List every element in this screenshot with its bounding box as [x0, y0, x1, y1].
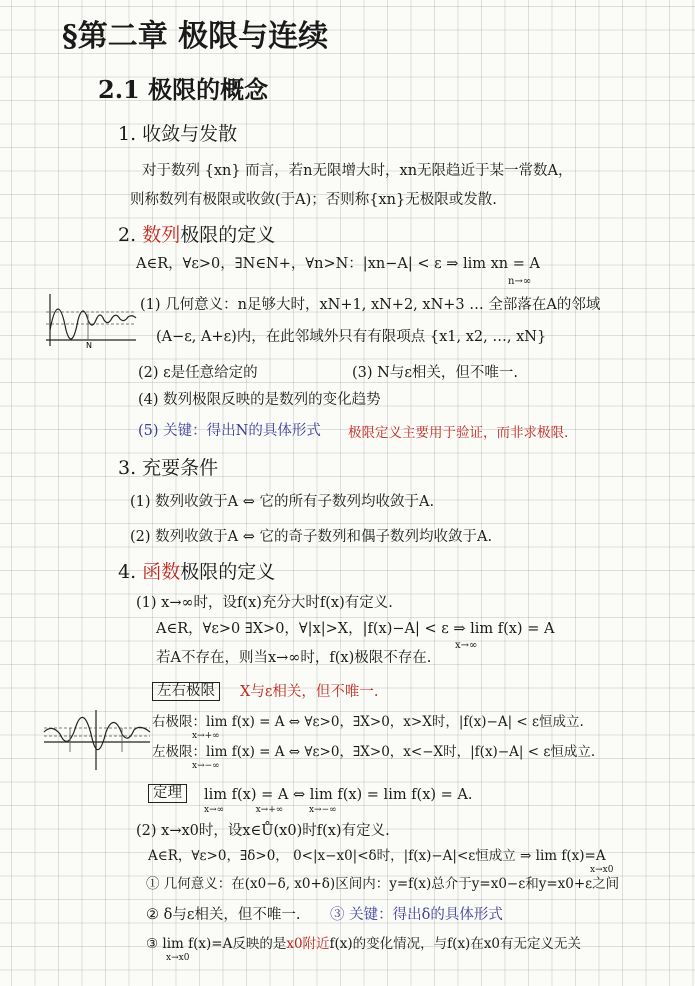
s2-item1-b: (A−ε, A+ε)内，在此邻域外只有有限项点 {x1, x2, …, xN} [156, 329, 547, 345]
theorem-box: 定理 [148, 784, 187, 803]
left-right-limit-box: 左右极限 [152, 682, 220, 701]
s2-item2: (2) ε是任意给定的 [138, 365, 258, 381]
s3-cond2: (2) 数列收敛于A ⇔ 它的奇子数列和偶子数列均收敛于A. [130, 529, 493, 545]
limit-reflects [146, 938, 581, 952]
fgraph-curve [44, 717, 150, 749]
s2-item3: (3) N与ε相关，但不唯一. [352, 365, 518, 381]
function-graph-sketch [40, 708, 152, 772]
s4-heading-num: 4. [118, 561, 137, 583]
s4-p1-note: 若A不存在，则当x→∞时，f(x)极限不存在. [156, 650, 432, 666]
geometric-meaning: ① 几何意义：在(x0−δ, x0+δ)区间内：y=f(x)总介于y=x0−ε和y=x0+ε之间 [146, 876, 620, 892]
graph-n-label: N [86, 341, 92, 350]
limit-reflects-a: ③ lim f(x)=A反映的是 [146, 936, 287, 952]
s3-heading: 3. 充要条件 [118, 457, 219, 479]
left-limit: 左极限：lim f(x) = A ⇔ ∀ε>0，∃X>0，x<−X时，|f(x)−A| < ε恒成立. [152, 744, 596, 760]
s2-heading-red: 数列 [142, 224, 181, 246]
s3-cond1: (1) 数列收敛于A ⇔ 它的所有子数列均收敛于A. [130, 494, 435, 510]
limit-reflects-sub: x→x0 [166, 953, 190, 963]
s2-item5: (5) 关键：得出N的具体形式 [138, 423, 321, 439]
right-limit: 右极限：lim f(x) = A ⇔ ∀ε>0，∃X>0，x>X时，|f(x)−A| < ε恒成立. [152, 714, 584, 730]
s4-p1-definition: A∈R，∀ε>0 ∃X>0，∀|x|>X，|f(x)−A| < ε ⇒ lim f(x) = A [156, 621, 555, 637]
s2-definition: A∈R，∀ε>0，∃N∈N+，∀n>N：|xn−A| < ε ⇒ lim xn = A [136, 256, 540, 272]
sequence-graph-sketch [38, 290, 138, 350]
left-limit-sub: x→−∞ [192, 761, 220, 771]
s4-p1: (1) x→∞时，设f(x)充分大时f(x)有定义. [136, 595, 393, 611]
s1-line1: 对于数列 {xn} 而言，若n无限增大时，xn无限趋近于某一常数A， [142, 163, 573, 179]
s4-p2-definition: A∈R，∀ε>0，∃δ>0， 0<|x−x0|<δ时，|f(x)−A|<ε恒成立 ⇒ lim f(x)=A [148, 848, 606, 864]
limit-reflects-red: x0附近 [286, 936, 330, 952]
key-delta-form: ③ 关键：得出δ的具体形式 [330, 907, 503, 923]
s4-p1-definition-sub: x→∞ [455, 640, 478, 651]
s2-item1-a: (1) 几何意义：n足够大时，xN+1, xN+2, xN+3 … 全部落在A的邻域 [140, 297, 601, 313]
s2-heading-rest: 极限的定义 [180, 224, 276, 246]
s4-p2-definition-sub: x→x0 [590, 865, 614, 875]
s4-p2: (2) x→x0时，设x∈Ů(x0)时f(x)有定义. [136, 823, 390, 839]
chapter-title: §第二章 极限与连续 [62, 19, 329, 54]
s2-definition-sub: n→∞ [508, 276, 532, 287]
s2-heading-num: 2. [118, 224, 137, 246]
theorem-sub: x→∞ x→+∞ x→−∞ [204, 805, 337, 815]
s4-heading-red: 函数 [142, 561, 181, 583]
section-title: 2.1 极限的概念 [98, 75, 269, 104]
theorem: lim f(x) = A ⇔ lim f(x) = lim f(x) = A. [204, 787, 473, 803]
s4-heading-rest: 极限的定义 [180, 561, 276, 583]
s2-heading [118, 226, 275, 245]
s4-heading [118, 563, 275, 582]
s2-item5-note: 极限定义主要用于验证，而非求极限. [348, 425, 569, 441]
s1-line2: 则称数列有极限或收敛(于A)；否则称{xn}无极限或发散. [130, 192, 497, 208]
right-limit-sub: x→+∞ [192, 731, 220, 741]
limit-reflects-b: f(x)的变化情况，与f(x)在x0有无定义无关 [329, 936, 582, 952]
s1-heading: 1. 收敛与发散 [118, 123, 238, 145]
s2-item4: (4) 数列极限反映的是数列的变化趋势 [138, 392, 381, 408]
delta-epsilon-note: ② δ与ε相关，但不唯一. [146, 907, 301, 923]
left-right-limit-note: X与ε相关，但不唯一. [240, 684, 379, 700]
